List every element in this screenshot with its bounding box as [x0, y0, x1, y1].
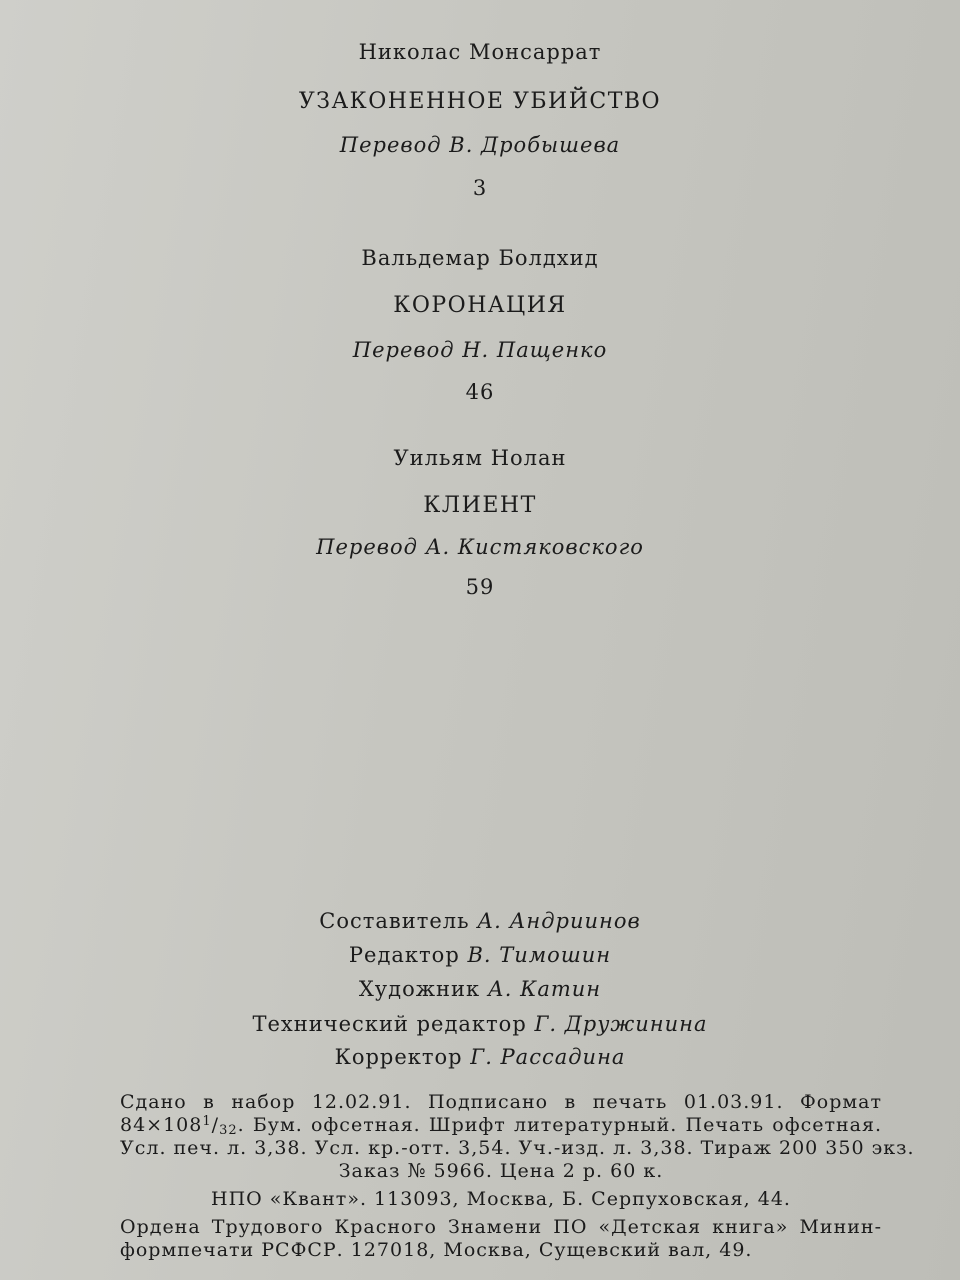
- credit-name: Г. Дружинина: [534, 1012, 708, 1036]
- credit-name: А. Катин: [487, 977, 602, 1001]
- credit-name: В. Тимошин: [467, 943, 612, 967]
- entry-translator: Перевод В. Дробышева: [339, 133, 621, 157]
- entry-page-number: 46: [465, 380, 495, 404]
- entry-translator: Перевод Н. Пащенко: [352, 338, 608, 362]
- credit-role: Составитель: [319, 909, 470, 933]
- imprint-order: Заказ № 5966. Цена 2 р. 60 к.: [338, 1160, 664, 1182]
- entry-author: Вальдемар Болдхид: [361, 246, 599, 270]
- credit-compiler: [0, 909, 960, 933]
- imprint-format-numerator: 1: [202, 1114, 212, 1129]
- imprint-printer-1: Ордена Трудового Красного Знамени ПО «Детская книга» Минин-: [120, 1216, 882, 1238]
- entry-title: КЛИЕНТ: [423, 493, 537, 518]
- imprint-line-2-text: . Бум. офсетная. Шрифт литературный. Печать офсетная.: [237, 1114, 882, 1136]
- credit-editor: [0, 943, 960, 967]
- credit-role: Корректор: [334, 1045, 463, 1069]
- imprint-line-2: $84\times 108^1/32$. Бум. офсетная. Шрифт литературный. Печать офсетная.: [120, 1114, 882, 1138]
- entry-page-number: 59: [465, 575, 495, 599]
- credit-role: Художник: [358, 977, 481, 1001]
- entry-title: УЗАКОНЕННОЕ УБИЙСТВО: [298, 89, 662, 114]
- credit-name: А. Андриинов: [477, 909, 641, 933]
- imprint-publisher: НПО «Квант». 113093, Москва, Б. Серпуховская, 44.: [211, 1188, 791, 1210]
- imprint-format: 84×108: [120, 1114, 203, 1136]
- entry-translator: Перевод А. Кистяковского: [316, 535, 644, 559]
- entry-author: Николас Монсаррат: [358, 40, 602, 64]
- imprint-line-3: Усл. печ. л. 3,38. Усл. кр.-отт. 3,54. Уч.-изд. л. 3,38. Тираж 200 350 экз.: [120, 1137, 915, 1159]
- credit-name: Г. Рассадина: [470, 1045, 626, 1069]
- entry-title: КОРОНАЦИЯ: [393, 293, 567, 318]
- imprint-printer-2: формпечати РСФСР. 127018, Москва, Сущевский вал, 49.: [120, 1239, 753, 1261]
- imprint-line-1: Сдано в набор 12.02.91. Подписано в печать 01.03.91. Формат: [120, 1091, 882, 1113]
- imprint-format-denominator: 32: [219, 1123, 238, 1138]
- credit-artist: [0, 977, 960, 1001]
- entry-author: Уильям Нолан: [393, 446, 567, 470]
- credit-role: Редактор: [348, 943, 460, 967]
- credit-proofreader: [0, 1045, 960, 1069]
- credit-tech-editor: [0, 1012, 960, 1036]
- credit-role: Технический редактор: [252, 1012, 527, 1036]
- entry-page-number: 3: [472, 176, 488, 200]
